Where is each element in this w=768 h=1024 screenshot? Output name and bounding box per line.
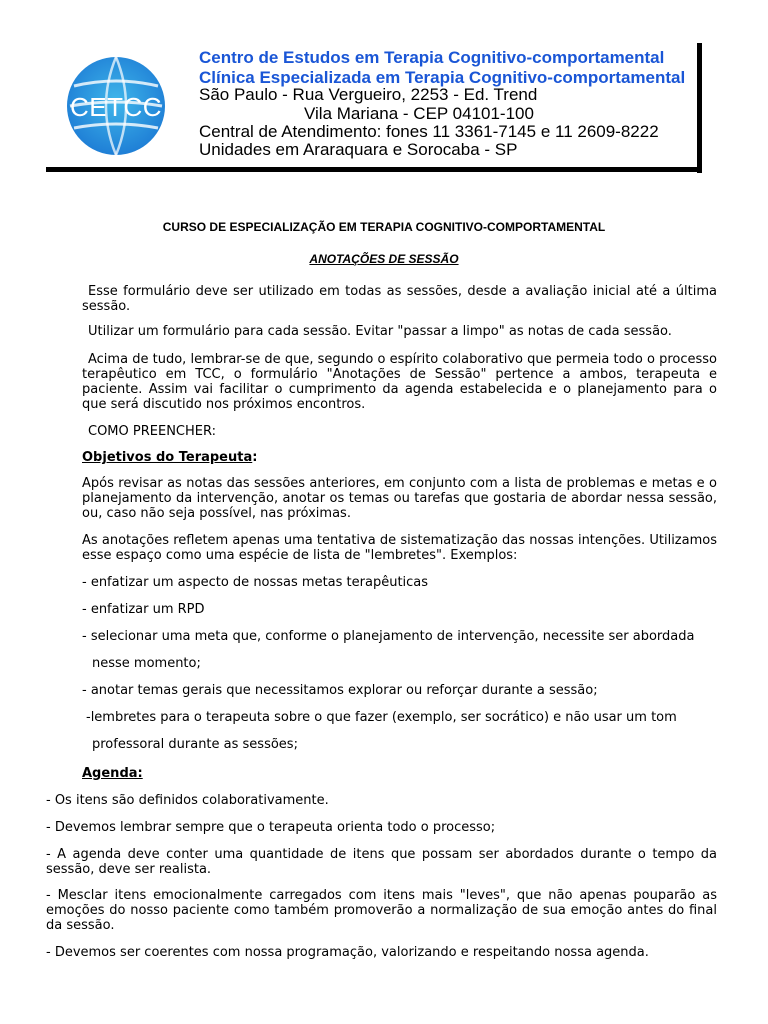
letterhead-line-5: Central de Atendimento: fones 11 3361-7145 e 11 2609-8222 xyxy=(199,122,659,141)
letterhead-line-6: Unidades em Araraquara e Sorocaba - SP xyxy=(199,140,518,159)
cetcc-logo xyxy=(66,56,166,156)
document-title: CURSO DE ESPECIALIZAÇÃO EM TERAPIA COGNITIVO-COMPORTAMENTAL xyxy=(162,220,606,234)
letterhead-line-4: Vila Mariana - CEP 04101-100 xyxy=(304,104,534,123)
objectives-heading-text: Objetivos do Terapeuta xyxy=(82,450,253,465)
example-item-3: - selecionar uma meta que, conforme o planejamento de intervenção, necessite ser abordada xyxy=(82,629,695,644)
agenda-item-5: - Devemos ser coerentes com nossa programação, valorizando e respeitando nossa agenda. xyxy=(46,945,649,960)
objectives-heading-colon: : xyxy=(252,450,258,465)
objectives-paragraph-1: Após revisar as notas das sessões anteriores, em conjunto com a lista de problemas e metas e o planejamento da intervenção, anotar os temas ou tarefas que gostaria de abordar nessa sessão, ou, caso não seja possível, nas próximas. xyxy=(82,476,717,521)
example-item-5-continued: professoral durante as sessões; xyxy=(92,737,298,752)
agenda-heading: Agenda: xyxy=(82,766,143,781)
example-item-4: - anotar temas gerais que necessitamos explorar ou reforçar durante a sessão; xyxy=(82,683,598,698)
letterhead-line-1: Centro de Estudos em Terapia Cognitivo-comportamental xyxy=(199,48,665,67)
letterhead-border-bottom xyxy=(46,167,702,172)
intro-paragraph-2: Utilizar um formulário para cada sessão. Evitar "passar a limpo" as notas de cada sessão. xyxy=(88,324,672,339)
intro-paragraph-1: Esse formulário deve ser utilizado em todas as sessões, desde a avaliação inicial até a última sessão. xyxy=(82,284,717,314)
example-item-3-continued: nesse momento; xyxy=(92,656,201,671)
letterhead-border-right xyxy=(697,43,702,173)
agenda-item-3: - A agenda deve conter uma quantidade de itens que possam ser abordados durante o tempo da sessão, deve ser realista. xyxy=(46,847,717,877)
document-subtitle: ANOTAÇÕES DE SESSÃO xyxy=(309,252,459,266)
letterhead xyxy=(46,43,703,173)
logo-wordmark: CETCC xyxy=(69,92,163,122)
letterhead-line-3: São Paulo - Rua Vergueiro, 2253 - Ed. Trend xyxy=(199,85,538,104)
objectives-paragraph-2: As anotações refletem apenas uma tentativa de sistematização das nossas intenções. Utilizamos esse espaço como uma espécie de lista de "lembretes". Exemplos: xyxy=(82,533,717,563)
agenda-item-2: - Devemos lembrar sempre que o terapeuta orienta todo o processo; xyxy=(46,820,496,835)
how-to-fill-label: COMO PREENCHER: xyxy=(88,424,216,439)
example-item-5: -lembretes para o terapeuta sobre o que fazer (exemplo, ser socrático) e não usar um tom xyxy=(86,710,677,725)
agenda-item-4: - Mesclar itens emocionalmente carregados com itens mais "leves", que não apenas pouparão as emoções do nosso paciente como também promoverão a normalização de sua emoção antes do final da sessão. xyxy=(46,888,717,933)
example-item-1: - enfatizar um aspecto de nossas metas terapêuticas xyxy=(82,575,429,590)
intro-paragraph-3: Acima de tudo, lembrar-se de que, segundo o espírito colaborativo que permeia todo o processo terapêutico em TCC, o formulário "Anotações de Sessão" pertence a ambos, terapeuta e paciente. Assim vai facilitar o cumprimento da agenda estabelecida e o planejamento para o que será discutido nos próximos encontros. xyxy=(82,352,717,412)
letterhead-line-2: Clínica Especializada em Terapia Cognitivo-comportamental xyxy=(199,68,686,87)
example-item-2: - enfatizar um RPD xyxy=(82,602,205,617)
agenda-item-1: - Os itens são definidos colaborativamente. xyxy=(46,793,329,808)
objectives-heading xyxy=(82,450,257,465)
